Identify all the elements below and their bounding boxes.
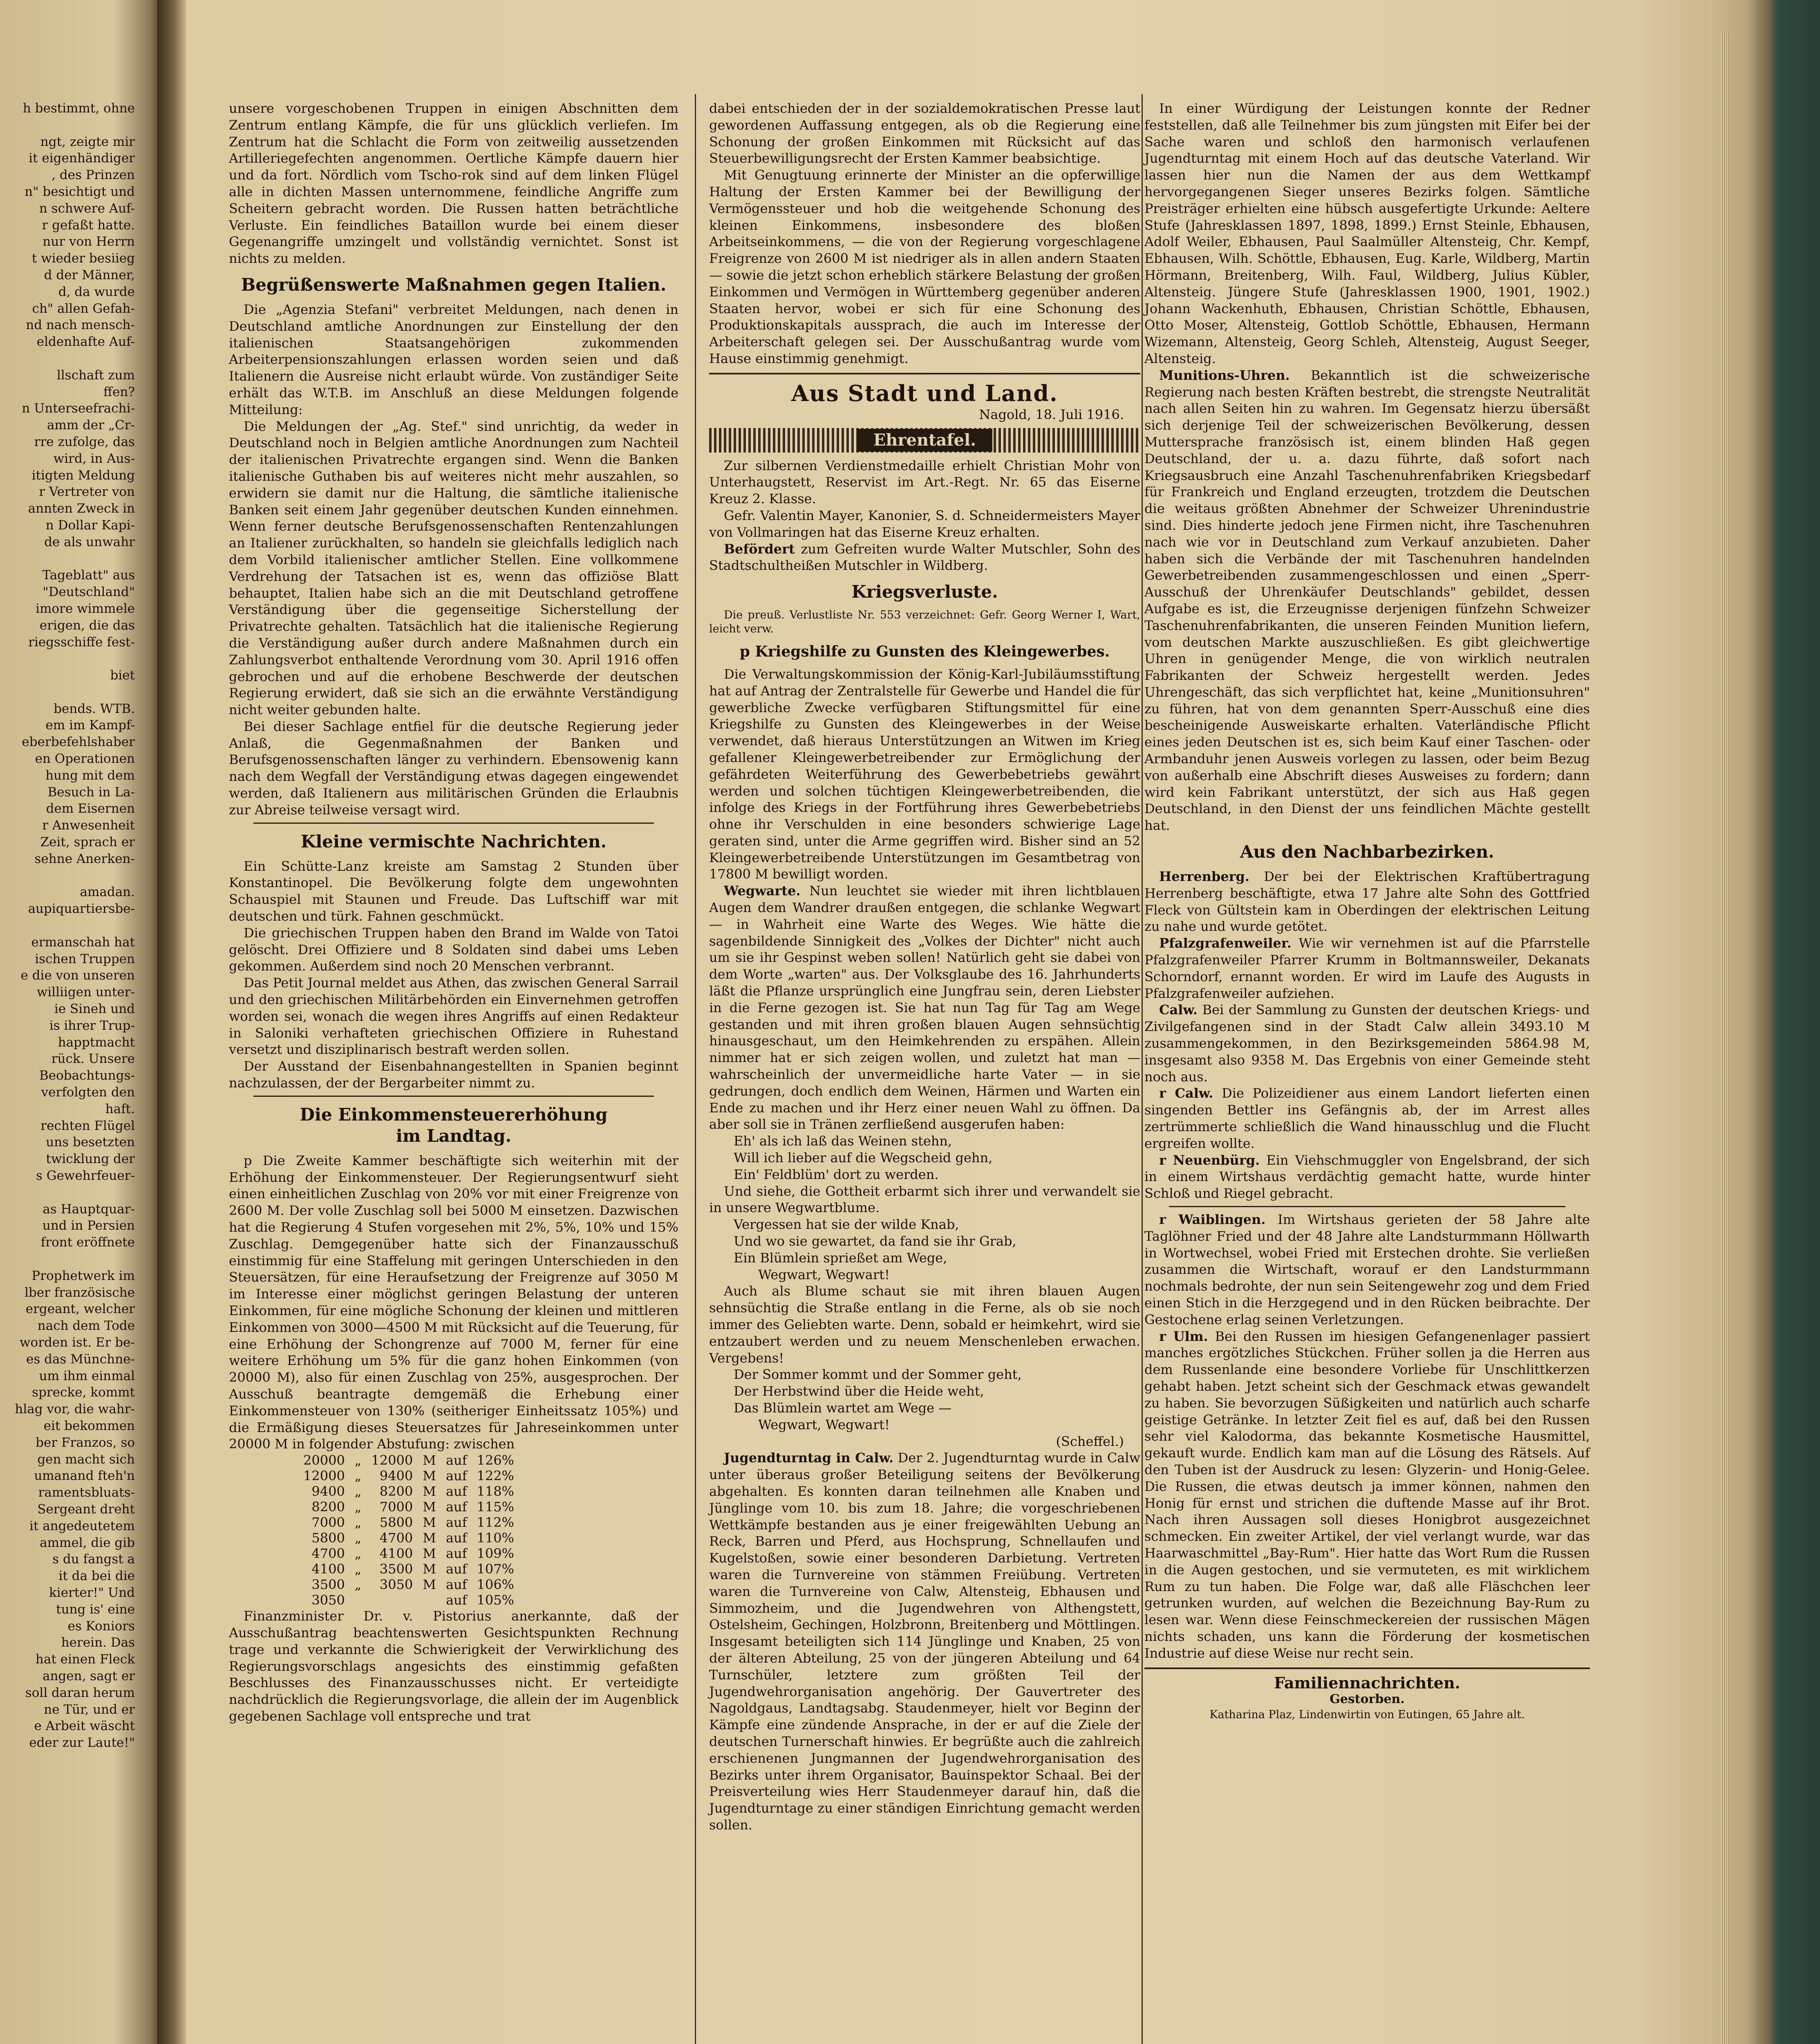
headline-nachbarbezirke: Aus den Nachbarbezirken. xyxy=(1240,842,1495,862)
fragment-line: n Dollar Kapi- xyxy=(45,518,135,533)
fragment-line: s du fangst a xyxy=(52,1552,135,1567)
fragment-line: sehne Anerken- xyxy=(34,851,135,866)
poem xyxy=(709,1366,1140,1433)
column-1 xyxy=(229,100,678,1725)
lead-word: r Calw. xyxy=(1159,1085,1213,1101)
tax-to: 5800 xyxy=(379,1515,413,1531)
poem xyxy=(709,1216,1140,1283)
fragment-line xyxy=(0,117,135,134)
fragment-line: n" besichtigt und xyxy=(25,184,135,199)
tax-row xyxy=(298,1561,519,1577)
fragment-line: twicklung der xyxy=(46,1152,135,1167)
article-text: Der Ausstand der Eisenbahnangestellten in Spanien beginnt nachzulassen, der der Bergarbeiter nimmt zu. xyxy=(229,1058,678,1091)
article-text: Die preuß. Verlustliste Nr. 553 verzeichnet: Gefr. Georg Werner I, Wart, leicht verw. xyxy=(709,609,1140,636)
lead-word: Munitions-Uhren. xyxy=(1159,367,1290,383)
poem-line: Eh' als ich laß das Weinen stehn, xyxy=(734,1133,952,1149)
article-text: Die Meldungen der „Ag. Stef." sind unrichtig, da weder in Deutschland noch in Belgien amtliche Anordnungen zum Nachteil der italienischen Privatrechte ergangen sind. Wenn die Banken italienische Guthaben bis auf weiteres nicht mehr auszahlen, so erwidern sie damit nur die Haltung, die sämtliche italienische Banken seit einem Jahr gegenüber deutschen Kunden einnehmen. Wenn ferner deutsche Berufsgenossenschaften Rentenzahlungen an Italiener zurückhalten, so handeln sie gleichfalls lediglich nach dem Vorbild italienischer amtlicher Stellen. Eine vollkommene Verdrehung der Tatsachen ist es, wenn das offiziöse Blatt behauptet, Italien habe sich an die mit Deutschland getroffene Verständigung über die gegenseitige Sicherstellung der Privatrechte gehalten. Tatsächlich hat die italienische Regierung die Verständigung außer durch andere Maßnahmen durch ein Zahlungsverbot enthaltende Verordnung vom 30. April 1916 offen gebrochen und auf die erhobene Beschwerde der deutschen Regierung erwidert, daß sie sich an die erwähnte Verständigung nicht weiter gebunden halte. xyxy=(229,418,678,718)
left-page-text xyxy=(0,100,135,1751)
tax-from: 8200 xyxy=(311,1499,345,1515)
tax-rate: 126% xyxy=(477,1452,514,1468)
fragment-line: Besuch in La- xyxy=(47,784,135,800)
fragment-line: s Gewehrfeuer- xyxy=(36,1168,135,1183)
fragment-line: rück. Unsere xyxy=(51,1051,135,1067)
ehrentafel-title: Ehrentafel. xyxy=(857,429,992,452)
fragment-line: itigten Meldung xyxy=(31,468,135,483)
article-text: Finanzminister Dr. v. Pistorius anerkannte, daß der Ausschußantrag beachtenswerten Gesichtspunkten Rechnung trage und verkannte die Schwierigkeit der Verwirklichung des Regierungsvorschlags angesichts des einstimmig gefaßten Beschlusses des Finanzausschusses nicht. Er verteidigte nachdrücklich die Regierungsvorlage, die allein der im Augenblick gegebenen Sachlage voll entspreche und trat xyxy=(229,1608,678,1724)
article-text: Bei dieser Sachlage entfiel für die deutsche Regierung jeder Anlaß, die Gegenmaßnahmen der Banken und Berufsgenossenschaften länger zu verhindern. Ebensowenig kann nach dem Wegfall der Verständigung etwas dagegen eingewendet werden, daß Italienern aus militärischen Gründen die Erlaubnis zur Abreise teilweise versagt wird. xyxy=(229,718,678,818)
fragment-line: amm der „Cr- xyxy=(47,418,135,433)
fragment-line: ergeant, welcher xyxy=(25,1302,135,1317)
tax-row xyxy=(298,1515,519,1530)
article-body: Wie wir vernehmen ist auf die Pfarrstelle Pfalzgrafenweiler Pfarrer Krumm in Boltmannsweiler, Dekanats Schorndorf, ernannt worden. Er wird im Laufe des Augusts in Pfalzgrafenweiler aufziehen. xyxy=(1144,935,1590,1001)
tax-rate: 105% xyxy=(477,1592,514,1608)
article-text xyxy=(1144,935,1590,1002)
fragment-line: rechten Flügel xyxy=(40,1118,135,1133)
divider xyxy=(1169,1206,1565,1207)
tax-to: 12000 xyxy=(371,1452,413,1468)
fragment-line: wird, in Aus- xyxy=(53,451,135,466)
article-text: Das Petit Journal meldet aus Athen, das zwischen General Sarrail und den griechischen Militärbehörden ein Einvernehmen getroffen worden sei, wonach die wegen ihres Angriffs auf einen Redakteur in Saloniki verhafteten griechischen Offiziere in Ruhestand versetzt und disziplinarisch bestraft werden sollen. xyxy=(229,975,679,1058)
tax-row xyxy=(298,1592,519,1608)
article-body: Bei der Sammlung zu Gunsten der deutschen Kriegs- und Zivilgefangenen sind in der Stadt Calw allein 3493.10 M zusammengekommen, in den Bezirksgemeinden 5864.98 M, insgesamt also 9358 M. Das Ergebnis von einer Gemeinde steht noch aus. xyxy=(1144,1002,1590,1085)
tax-to: 7000 xyxy=(379,1499,413,1515)
fragment-line: gen macht sich xyxy=(37,1452,135,1467)
tax-to: 8200 xyxy=(379,1484,413,1499)
headline-kriegshilfe: p Kriegshilfe zu Gunsten des Kleingewerbes. xyxy=(739,643,1110,661)
fragment-line: es das Münchne- xyxy=(26,1351,135,1367)
lead-word: r Waiblingen. xyxy=(1159,1212,1266,1227)
fragment-line: n schwere Auf- xyxy=(39,201,135,216)
fragment-line: es Koniors xyxy=(67,1618,135,1634)
fragment-line: r Vertreter von xyxy=(39,484,135,500)
article-body: Der 2. Jugendturntag wurde in Calw unter überaus großer Beteiligung seitens der Bevölkerung abgehalten. Es konnten daran teilnehmen alle Knaben und Jünglinge vom 10. bis zum 18. Jahre; die vorgeschriebenen Wettkämpfe bestanden aus je einer freigewählten Uebung an Reck, Barren und Pferd, aus Hochsprung, Schnellaufen und Kugelstoßen, sowie einer besonderen Darbietung. Vertreten waren die Turnvereine von stämmen Freiübung. Vertreten waren die Turnvereine von Calw, Altensteig, Ebhausen und Simmozheim, und die Jugendwehren von Althengstett, Ostelsheim, Gechingen, Holzbronn, Breitenberg und Möttlingen. Insgesamt beteiligten sich 114 Jünglinge und Knaben, 25 von der älteren Abteilung, 25 von der jüngeren Abteilung und 64 Turnschüler, letztere zum größten Teil der Jugendwehrorganisation angehörig. Der Gauvertreter des Nagoldgaus, Landtagsabg. Staudenmeyer, hielt vor Beginn der Kämpfe eine zündende Ansprache, in der er auf die Ziele der deutschen Turnerschaft hinwies. Er begrüßte auch die zahlreich erschienenen Jungmannen der Jugendwehrorganisation des Bezirks unter ihrem Organisator, Bauinspektor Schaal. Bei der Preisverteilung wies Herr Staudenmeyer darauf hin, daß die Jugendturntage zu einer ständigen Einrichtung gemacht werden sollen. xyxy=(709,1450,1141,1833)
lead-word: Pfalzgrafenweiler. xyxy=(1159,935,1292,951)
fragment-line: umanand fteh'n xyxy=(34,1468,135,1484)
divider xyxy=(253,823,654,824)
article-body: Bei den Russen im hiesigen Gefangenenlager passiert manches ergötzliches Stückchen. Früher sollen ja die Herren aus dem Russenlande eine besondere Vorliebe für Unschlittkerzen gehabt haben. Jetzt scheint sich der Geschmack etwas gewandelt zu haben. Sie bevorzugen Süßigkeiten und natürlich auch scharfe geistige Getränke. In letzter Zeit fiel es auf, daß bei den Russen sehr viel Kalodorma, das bekannte Kosmetische Hausmittel, gekauft wurde. Endlich kam man auf die Lösung des Rätsels. Auf den Tuben ist der Ausdruck zu lesen: Glyzerin- und Honig-Gelee. Die Russen, die etwas deutsch ja immer können, nahmen den Honig für ernst und strichen die duftende Masse auf ihr Brot. Nach ihren Aussagen soll dieses Honigbrot ausgezeichnet schmecken. Ein zweiter Artikel, der viel verlangt wurde, war das Haarwaschmittel „Bay-Rum". Hier hatte das Wort Rum die Russen in die Augen gestochen, und sie vermuteten, es mit wirklichem Rum zu tun haben. Die Folge war, daß alle Fläschchen leer getrunken wurden, auf welchen die Bezeichnung Bay-Rum zu lesen war. Wenn diese Feinschmeckereien der russischen Mägen nichts schaden, uns kann die Förderung der kosmetischen Industrie auf diese Weise nur recht sein. xyxy=(1144,1328,1590,1661)
fragment-line: it eigenhändiger xyxy=(29,151,135,166)
lead-word: Herrenberg. xyxy=(1159,869,1250,885)
fragment-line: sprecke, kommt xyxy=(32,1385,135,1400)
fragment-line: ffen? xyxy=(103,384,135,399)
fragment-line: hat einen Fleck xyxy=(35,1652,135,1667)
fragment-line: , des Prinzen xyxy=(51,168,135,183)
fragment-line: ber Franzos, so xyxy=(36,1435,135,1450)
fragment-line: r Anwesenheit xyxy=(42,818,135,833)
tax-row xyxy=(298,1484,519,1499)
article-body: zum Gefreiten wurde Walter Mutschler, Sohn des Stadtschultheißen Mutschler in Wildberg. xyxy=(709,541,1140,574)
column-rule xyxy=(695,94,696,2044)
tax-row xyxy=(298,1499,519,1515)
tax-auf: auf xyxy=(445,1468,467,1484)
tax-auf: auf xyxy=(445,1452,467,1468)
divider xyxy=(1144,1667,1590,1669)
fragment-line: happtmacht xyxy=(58,1035,135,1050)
fragment-line xyxy=(0,551,135,567)
fragment-line: Sergeant dreht xyxy=(37,1502,135,1517)
tax-row xyxy=(298,1577,519,1592)
fragment-line: erigen, die das xyxy=(39,618,135,633)
fragment-line: "Deutschland" xyxy=(43,585,135,600)
fragment-line: lber französische xyxy=(25,1285,135,1300)
article-text: Die Verwaltungskommission der König-Karl-Jubiläumsstiftung hat auf Antrag der Zentralstelle für Gewerbe und Handel die für gewerbliche Zwecke verfügbaren Stiftungsmittel für eine Kriegshilfe zu Gunsten des Kleingewerbes in der Weise verwendet, daß hieraus Unterstützungen an Witwen im Krieg gefallener Kleingewerbetreibender zur Ermöglichung der gefährdeten Weiterführung des Gewerbebetriebs gewährt werden und solchen tüchtigen Kleingewerbetreibenden, die infolge des Kriegs in der Fortführung ihres Gewerbebetriebs ohne ihr Verschulden in eine besonders schwierige Lage geraten sind, unter die Arme gegriffen wird. Bisher sind an 52 Kleingewerbetreibende Unterstützungen im Gesamtbetrag von 17800 M bewilligt worden. xyxy=(709,666,1140,882)
poem-author: (Scheffel.) xyxy=(1056,1433,1124,1449)
fragment-line: angen, sagt er xyxy=(42,1668,135,1683)
lead-word: r Neuenbürg. xyxy=(1159,1152,1260,1168)
death-notice: Katharina Plaz, Lindenwirtin von Eutingen, 65 Jahre alt. xyxy=(1209,1708,1525,1721)
fragment-line: Prophetwerk im xyxy=(31,1268,135,1283)
tax-from: 4700 xyxy=(311,1546,345,1562)
tax-auf: auf xyxy=(445,1515,467,1531)
tax-from: 20000 xyxy=(303,1452,345,1468)
article-text: Die „Agenzia Stefani" verbreitet Meldungen, nach denen in Deutschland amtliche Anordnungen zur Einstellung der den italienischen Staatsangehörigen zukommenden Arbeiterpensionszahlungen erlassen worden seien und daß Italienern die Ausreise nicht erlaubt würde. Von zuständiger Seite erhält das W.T.B. im Anschluß an diese Meldungen folgende Mitteilung: xyxy=(229,301,678,417)
headline-familiennachrichten: Familiennachrichten. xyxy=(1274,1673,1460,1692)
tax-unit: M xyxy=(423,1484,436,1499)
headline-einkommensteuer-sub: im Landtag. xyxy=(396,1125,512,1146)
fragment-line xyxy=(0,1184,135,1201)
fragment-line: eit bekommen xyxy=(43,1418,135,1433)
tax-from: 3050 xyxy=(311,1592,345,1608)
tax-unit: M xyxy=(423,1546,436,1562)
column-2 xyxy=(709,100,1140,1833)
article-text: unsere vorgeschobenen Truppen in einigen Abschnitten dem Zentrum entlang Kämpfe, die für uns glücklich verliefen. Im Zentrum hat die Schlacht die Form von zeitweilig aussetzenden Artilleriegefechten angenommen. Oertliche Kämpfe dauern hier und da fort. Nördlich vom Tscho-rok sind auf dem linken Flügel alle in dichten Massen unternommene, feindliche Angriffe zum Scheitern gebracht worden. Die Russen hatten beträchtliche Verluste. Ein feindliches Bataillon wurde bei einem dieser Gegenangriffe umzingelt und vollständig vernichtet. Sonst ist nichts zu melden. xyxy=(229,101,678,267)
article-body: Ein Viehschmuggler von Engelsbrand, der sich in einem Wirtshaus verdächtig gemacht hatte, wurde hinter Schloß und Riegel gebracht. xyxy=(1144,1152,1590,1201)
headline-kleine-nachrichten: Kleine vermischte Nachrichten. xyxy=(300,831,607,852)
fragment-line: uns besetzten xyxy=(46,1135,135,1150)
article-text xyxy=(1144,367,1590,834)
fragment-line: nd nach mensch- xyxy=(26,318,135,333)
poem-line: Ein Blümlein sprießet am Wege, xyxy=(734,1250,947,1266)
tax-to: 3050 xyxy=(379,1577,413,1593)
fragment-line: ne Tür, und er xyxy=(44,1702,135,1717)
fragment-line: dem Eisernen xyxy=(46,801,135,816)
article-body: Die Polizeidiener aus einem Landort lieferten einen singenden Bettler ins Gefängnis ab, der im Arrest alles zertrümmerte schließlich die Wand hinausschlug und die Flucht ergreifen wollte. xyxy=(1144,1085,1590,1151)
tax-auf: auf xyxy=(445,1546,467,1562)
fragment-line xyxy=(0,867,135,884)
fragment-line: is ihrer Trup- xyxy=(49,1018,135,1033)
article-body: Der bei der Elektrischen Kraftübertragung Herrenberg beschäftigte, etwa 17 Jahre alte Sohn des Gottfried Fleck von Gültstein kam in Oberdingen der elektrischen Leitung zu nahe und wurde getötet. xyxy=(1144,869,1590,935)
fragment-line: t wieder besiieg xyxy=(31,251,135,266)
tax-from: 12000 xyxy=(303,1468,345,1484)
lead-word: Befördert xyxy=(724,541,795,557)
article-text: Zur silbernen Verdienstmedaille erhielt Christian Mohr von Unterhaugstett, Reservist im Art.-Regt. Nr. 65 das Eiserne Kreuz 2. Klasse. xyxy=(709,457,1140,507)
tax-rate: 112% xyxy=(477,1515,514,1531)
fragment-line: worden ist. Er be- xyxy=(20,1335,135,1350)
tax-row xyxy=(298,1452,519,1468)
fragment-line: ammel, die gib xyxy=(40,1535,135,1550)
article-text xyxy=(1144,1085,1590,1152)
fragment-line xyxy=(0,650,135,667)
fragment-line: as Hauptquar- xyxy=(43,1201,135,1217)
fragment-line xyxy=(0,684,135,701)
tax-from: 9400 xyxy=(311,1484,345,1499)
lead-word: r Ulm. xyxy=(1159,1328,1208,1344)
headline-italien: Begrüßenswerte Maßnahmen gegen Italien. xyxy=(241,274,667,295)
fragment-line: r gefaßt hatte. xyxy=(42,217,135,233)
tax-to xyxy=(366,1592,418,1608)
tax-rate: 118% xyxy=(477,1484,514,1499)
tax-from: 5800 xyxy=(311,1530,345,1546)
article-text xyxy=(1144,1211,1590,1328)
tax-auf: auf xyxy=(445,1484,467,1499)
fragment-line: ramentsbluats- xyxy=(38,1485,135,1500)
poem-line: Wegwart, Wegwart! xyxy=(758,1266,890,1282)
fragment-line: ie Sineh und xyxy=(54,1002,135,1017)
tax-from: 3500 xyxy=(311,1577,345,1593)
fragment-line: en Operationen xyxy=(35,751,135,766)
tax-rate: 107% xyxy=(477,1561,514,1577)
fragment-line: annten Zweck in xyxy=(28,501,135,516)
poem xyxy=(709,1133,1140,1183)
ehrentafel-banner xyxy=(709,428,1140,453)
article-text: dabei entschieden der in der sozialdemokratischen Presse laut gewordenen Auffassung entgegen, als ob die Regierung eine Schonung der großen Einkommen mit Rücksicht auf das Steuerbewilligungsrecht der Ersten Kammer beabsichtige. xyxy=(709,101,1140,166)
article-text: Auch als Blume schaut sie mit ihren blauen Augen sehnsüchtig die Straße entlang in die Ferne, als ob sie noch immer des Geliebten warte. Denn, sobald er heimkehrt, wird sie entzaubert werden und zu neuem Menschenleben erwachen. Vergebens! xyxy=(709,1283,1140,1366)
article-body: Nun leuchtet sie wieder mit ihren lichtblauen Augen dem Wandrer draußen entgegen, die schlanke Wegwart — in Wahrheit eine Warte des Weges. Wie hätte die sagenbildende Sinnigkeit des „Volkes der Dichter" nicht auch um sie ihr Gespinst weben sollen! Natürlich geht sie dabei von dem Worte „warten" aus. Der Volksglaube des 16. Jahrhunderts läßt die Pflanze ursprünglich eine Jungfrau sein, deren Liebster in die Ferne gezogen ist. Sie hat nun Tag für Tag am Wege gestanden und mit ihren großen blauen Augen sehnsüchtig hinausgeschaut, um den Heimkehrenden zu erspähen. Allein nimmer hat er sich zeigen wollen, und zuletzt hat man — wahrscheinlich der unvermeidliche harte Vater — in sie gedrungen, doch endlich dem Weinen, Härmen und Warten ein Ende zu machen und ihr Herz einer neuen Wahl zu öffnen. Da aber soll sie in Tränen zerfließend ausgerufen haben: xyxy=(709,883,1140,1132)
fragment-line: tung is' eine xyxy=(56,1602,135,1617)
fragment-line: amadan. xyxy=(80,885,135,900)
fragment-line: hung mit dem xyxy=(45,768,135,783)
article-text: Ein Schütte-Lanz kreiste am Samstag 2 Stunden über Konstantinopel. Die Bevölkerung folgte dem ungewohnten Schauspiel mit Staunen und Freude. Das Luftschiff war mit deutschen und türk. Fahnen geschmückt. xyxy=(229,858,678,924)
tax-rate: 106% xyxy=(477,1577,514,1593)
article-text xyxy=(709,541,1140,574)
fragment-line: nur von Herrn xyxy=(43,234,135,249)
article-text xyxy=(1144,1328,1590,1662)
fragment-line: eberbefehlshaber xyxy=(22,735,135,750)
tax-ditto: „ xyxy=(354,1499,362,1515)
article-text: In einer Würdigung der Leistungen konnte der Redner feststellen, daß alle Teilnehmer bis zum jüngsten mit Eifer bei der Sache waren und schloß den harmonisch verlaufenen Jugendturntag mit einem Hoch auf das deutsche Vaterland. Wir lassen hier nun die Namen der aus dem Wettkampf hervorgegangenen Sieger unseres Bezirks folgen. Sämtliche Preisträger erhielten eine hübsch ausgefertigte Urkunde: Aeltere Stufe (Jahresklassen 1897, 1898, 1899.) Ernst Steinle, Ebhausen, Adolf Weiler, Ebhausen, Paul Saalmüller Altensteig, Chr. Kempf, Ebhausen, Wilh. Schöttle, Ebhausen, Eug. Karle, Wildberg, Martin Hörmann, Breitenberg, Wilh. Faul, Wildberg, Julius Kübler, Altensteig. Jüngere Stufe (Jahresklassen 1900, 1901, 1902.) Johann Wackenhuth, Ebhausen, Christian Schöttle, Ebhausen, Otto Moser, Altensteig, Gottlob Schöttle, Ebhausen, Hermann Wizemann, Altensteig, Georg Schleh, Altensteig, August Seeger, Altensteig. xyxy=(1144,101,1590,366)
article-text: Die griechischen Truppen haben den Brand im Walde von Tatoi gelöscht. Drei Offiziere und 8 Soldaten sind dabei ums Leben gekommen. Außerdem sind noch 20 Menschen verbrannt. xyxy=(229,925,678,974)
poem-line: Das Blümlein wartet am Wege — xyxy=(734,1400,952,1416)
article-text xyxy=(1144,1002,1590,1085)
poem-line: Der Herbstwind über die Heide weht, xyxy=(734,1383,984,1399)
dateline: Nagold, 18. Juli 1916. xyxy=(979,406,1124,422)
fragment-line: um ihm einmal xyxy=(39,1368,135,1383)
tax-ditto xyxy=(350,1592,367,1608)
fragment-line: soll daran herum xyxy=(25,1685,135,1700)
tax-row xyxy=(298,1530,519,1546)
tax-from: 4100 xyxy=(311,1561,345,1577)
tax-auf: auf xyxy=(445,1561,467,1577)
article-text: p Die Zweite Kammer beschäftigte sich weiterhin mit der Erhöhung der Einkommensteuer. Der Regierungsentwurf sieht einen einheitlichen Zuschlag von 20% vor mit einer Freigrenze von 2600 M. Der volle Zuschlag soll bei 5000 M einsetzen. Dazwischen hat die Regierung 4 Stufen vorgesehen mit 2%, 5%, 10% und 15% Zuschlag. Demgegenüber hatte sich der Finanzausschuß einstimmig für eine Staffelung mit geringen Unterschieden in den Steuersätzen, für eine Heraufsetzung der Freigrenze auf 3050 M im Interesse einer möglichst geringen Belastung der unteren Einkommen, für eine mögliche Schonung der kleinen und mittleren Einkommen von 3000—4500 M mit Rücksicht auf die Teuerung, für eine Erhöhung der Schongrenze auf 7000 M, ferner für eine weitere Erhöhung um 5% für die ganz hohen Einkommen (von 20000 M), also für einen Zuschlag von 25%, ausgesprochen. Der Ausschuß beantragte demgemäß die Erhebung einer Einkommensteuer von 130% (seitheriger Einheitssatz 105%) und die Ermäßigung dieses Steuersatzes für Jahreseinkommen unter 20000 M in folgender Abstufung: zwischen xyxy=(229,1152,678,1452)
fragment-line: n Unterseefrachi- xyxy=(22,401,135,416)
divider xyxy=(253,1096,654,1097)
fragment-line: Zeit, sprach er xyxy=(40,835,135,850)
fragment-line: de als unwahr xyxy=(44,534,135,549)
tax-to: 9400 xyxy=(379,1468,413,1484)
fragment-line xyxy=(0,1251,135,1268)
tax-ditto: „ xyxy=(354,1515,362,1531)
fragment-line: Beobachtungs- xyxy=(39,1068,135,1083)
fragment-line: ch" allen Gefah- xyxy=(32,301,135,316)
fragment-line: it da bei die xyxy=(58,1569,135,1584)
lead-word: Jugendturntag in Calw. xyxy=(724,1450,894,1466)
headline-gestorben: Gestorben. xyxy=(1330,1692,1405,1707)
fragment-line: Tageblatt" aus xyxy=(42,568,135,583)
tax-unit: M xyxy=(423,1515,436,1531)
tax-to: 4100 xyxy=(379,1546,413,1562)
tax-ditto: „ xyxy=(354,1452,362,1468)
fragment-line: nach dem Tode xyxy=(37,1318,135,1334)
fragment-line: ischen Truppen xyxy=(35,951,135,966)
divider xyxy=(709,373,1140,374)
poem-line: Vergessen hat sie der wilde Knab, xyxy=(734,1217,959,1233)
lead-word: Calw. xyxy=(1159,1002,1198,1018)
fragment-line: imore wimmele xyxy=(36,601,135,616)
fragment-line: verfolgten den xyxy=(41,1085,135,1100)
tax-rate: 115% xyxy=(477,1499,514,1515)
tax-to: 3500 xyxy=(379,1561,413,1577)
tax-auf: auf xyxy=(445,1530,467,1546)
tax-table xyxy=(298,1452,519,1608)
fragment-line: herein. Das xyxy=(61,1635,135,1650)
tax-rate: 122% xyxy=(477,1468,514,1484)
tax-ditto: „ xyxy=(354,1484,362,1499)
article-text: Gefr. Valentin Mayer, Kanonier, S. d. Schneidermeisters Mayer von Vollmaringen hat das Eiserne Kreuz erhalten. xyxy=(709,507,1140,540)
poem-line: Wegwart, Wegwart! xyxy=(758,1416,890,1432)
previous-page-fragment xyxy=(0,0,161,2044)
fragment-line: it angedeutetem xyxy=(29,1518,135,1533)
article-text: Und siehe, die Gottheit erbarmt sich ihrer und verwandelt sie in unsere Wegwartblume. xyxy=(709,1183,1140,1216)
fragment-line: eder zur Laute!" xyxy=(29,1735,135,1750)
tax-unit: M xyxy=(423,1452,436,1468)
article-text xyxy=(709,1450,1140,1833)
fragment-line: h bestimmt, ohne xyxy=(22,101,135,116)
tax-ditto: „ xyxy=(354,1530,362,1546)
fragment-line: llschaft zum xyxy=(56,368,135,383)
fragment-line: bends. WTB. xyxy=(54,701,135,716)
fragment-line: ermanschah hat xyxy=(31,935,135,950)
fragment-line: front eröffnete xyxy=(40,1235,135,1250)
tax-unit: M xyxy=(423,1577,436,1593)
article-text: Mit Genugtuung erinnerte der Minister an die opferwillige Haltung der Ersten Kammer bei der Bewilligung der Vermögenssteuer und hob die weitgehende Schonung des kleinen Einkommens, insbesondere des bloßen Arbeitseinkommens, — die von der Regierung vorgeschlagene Freigrenze von 2600 M ist niedriger als in allen andern Staaten — sowie die jetzt schon erheblich stärkere Belastung der großen Einkommen und Vermögen in Württemberg gegenüber anderen Staaten hervor, wobei er sich für eine Schonung des Produktionskapitals aussprach, die auch im Interesse der Arbeiterschaft gelegen sei. Der Ausschußantrag wurde vom Hause einstimmig genehmigt. xyxy=(709,167,1140,366)
tax-rate: 109% xyxy=(477,1546,514,1562)
fragment-line: kierter!" Und xyxy=(49,1585,135,1600)
fragment-line: e die von unseren xyxy=(20,968,135,983)
article-body: Bekanntlich ist die schweizerische Regierung nach besten Kräften bestrebt, die strengste Neutralität nach allen Seiten hin zu wahren. Im Gegensatz hierzu übersäßt sich derjenige Teil der schweizerischen Bevölkerung, dessen Muttersprache französisch ist, einem blinden Haß gegen Deutschland, der u. a. dazu führte, daß sofort nach Kriegsausbruch eine Anzahl Taschenuhrenfabriken Kriegsbedarf für Frankreich und England erzeugten, trotzdem die Deutschen die weitaus größten Abnehmer der Schweizer Uhrenindustrie sind. Dies hinderte jedoch jene Firmen nicht, ihre Taschenuhren nach wie vor in Deutschland zum Verkauf anzubieten. Daher haben sich die Verbände der mit Taschenuhren handelnden Gewerbetreibenden zusammengeschlossen und einen „Sperr-Ausschuß der Uhrenkäufer Deutschlands" gebildet, dessen Aufgabe es ist, die Erzeugnisse derjenigen fünfzehn Schweizer Taschenuhrenfabrikanten, die unseren Feinden Munition liefern, vom deutschen Markte auszuschließen. Es gibt gleichwertige Uhren in genügender Menge, die von wirklich neutralen Fabrikanten der Schweiz hergestellt werden. Jedes Uhrengeschäft, das sich verpflichtet hat, keine „Munitionsuhren" zu führen, hat von dem genannten Sperr-Ausschuß eine dies bescheinigende Ausweiskarte erhalten. Vaterländische Pflicht eines jeden Deutschen ist es, sich beim Kauf einer Taschen- oder Armbanduhr jenen Ausweis vorlegen zu lassen, oder beim Bezug von außerhalb eine Abschrift dieses Ausweises zu fordern; dann wird kein Fabrikant unterstützt, der sich aus Haß gegen Deutschland, in den Dienst der uns feindlichen Mächte gestellt hat. xyxy=(1144,367,1590,834)
article-body: Im Wirtshaus gerieten der 58 Jahre alte Taglöhner Fried und der 48 Jahre alte Landsturmmann Höllwarth in Wortwechsel, wobei Fried mit Erstechen drohte. Sie verließen zusammen die Wirtschaft, worauf er den Landsturmmann nochmals bedrohte, der nun sein Seitengewehr zog und dem Fried einen Stich in die Herzgegend und in den Rücken beibrachte. Der Gestochene erlag seinen Verletzungen. xyxy=(1144,1212,1590,1327)
tax-rate: 110% xyxy=(477,1530,514,1546)
tax-unit: M xyxy=(423,1499,436,1515)
binding-gutter xyxy=(157,0,186,2044)
tax-row xyxy=(298,1546,519,1561)
column-rule xyxy=(1142,94,1143,2044)
poem-line: Und wo sie gewartet, da fand sie ihr Grab, xyxy=(734,1233,1016,1249)
fragment-line: ngt, zeigte mir xyxy=(40,134,135,149)
poem-line: Ein' Feldblüm' dort zu werden. xyxy=(734,1166,939,1182)
tax-auf: auf xyxy=(445,1577,467,1593)
fragment-line: rre zufolge, das xyxy=(34,434,135,449)
fragment-line: biet xyxy=(110,668,135,683)
tax-unit: M xyxy=(423,1468,436,1484)
article-text xyxy=(1144,1152,1590,1202)
section-title-stadt-land: Aus Stadt und Land. xyxy=(791,380,1058,406)
fragment-line: und in Persien xyxy=(42,1218,135,1233)
tax-row xyxy=(298,1468,519,1484)
fragment-line: d, da wurde xyxy=(58,284,135,299)
tax-unit xyxy=(418,1592,441,1608)
lead-word: Wegwarte. xyxy=(724,883,801,899)
fragment-line: em im Kampf- xyxy=(45,718,135,733)
tax-unit: M xyxy=(423,1530,436,1546)
fragment-line: hlag vor, die wahr- xyxy=(15,1402,135,1417)
tax-auf: auf xyxy=(445,1592,467,1608)
tax-auf: auf xyxy=(445,1499,467,1515)
tax-to: 4700 xyxy=(379,1530,413,1546)
poem-line: Der Sommer kommt und der Sommer geht, xyxy=(734,1367,1022,1383)
fragment-line: riegsschiffe fest- xyxy=(28,634,135,650)
article-text xyxy=(1144,868,1590,935)
fragment-line: e Arbeit wäscht xyxy=(34,1719,135,1734)
tax-ditto: „ xyxy=(354,1468,362,1484)
fragment-line: williigen unter- xyxy=(36,985,135,1000)
tax-from: 7000 xyxy=(311,1515,345,1531)
article-text xyxy=(709,883,1140,1133)
fragment-line: haft. xyxy=(105,1101,135,1116)
page-edges xyxy=(1721,33,1729,2044)
fragment-line: eldenhafte Auf- xyxy=(36,334,135,350)
tax-unit: M xyxy=(423,1561,436,1577)
poem-line: Will ich lieber auf die Wegscheid gehn, xyxy=(734,1150,993,1166)
headline-einkommensteuer: Die Einkommensteuererhöhung xyxy=(300,1104,608,1125)
tax-ditto: „ xyxy=(354,1577,362,1593)
column-3 xyxy=(1144,100,1590,1722)
fragment-line: aupiquartiersbe- xyxy=(28,901,135,917)
tax-ditto: „ xyxy=(354,1561,362,1577)
fragment-line xyxy=(0,917,135,934)
fragment-line xyxy=(0,350,135,367)
fragment-line: d der Männer, xyxy=(44,267,135,282)
tax-ditto: „ xyxy=(354,1546,362,1562)
headline-kriegsverluste: Kriegsverluste. xyxy=(851,582,998,602)
